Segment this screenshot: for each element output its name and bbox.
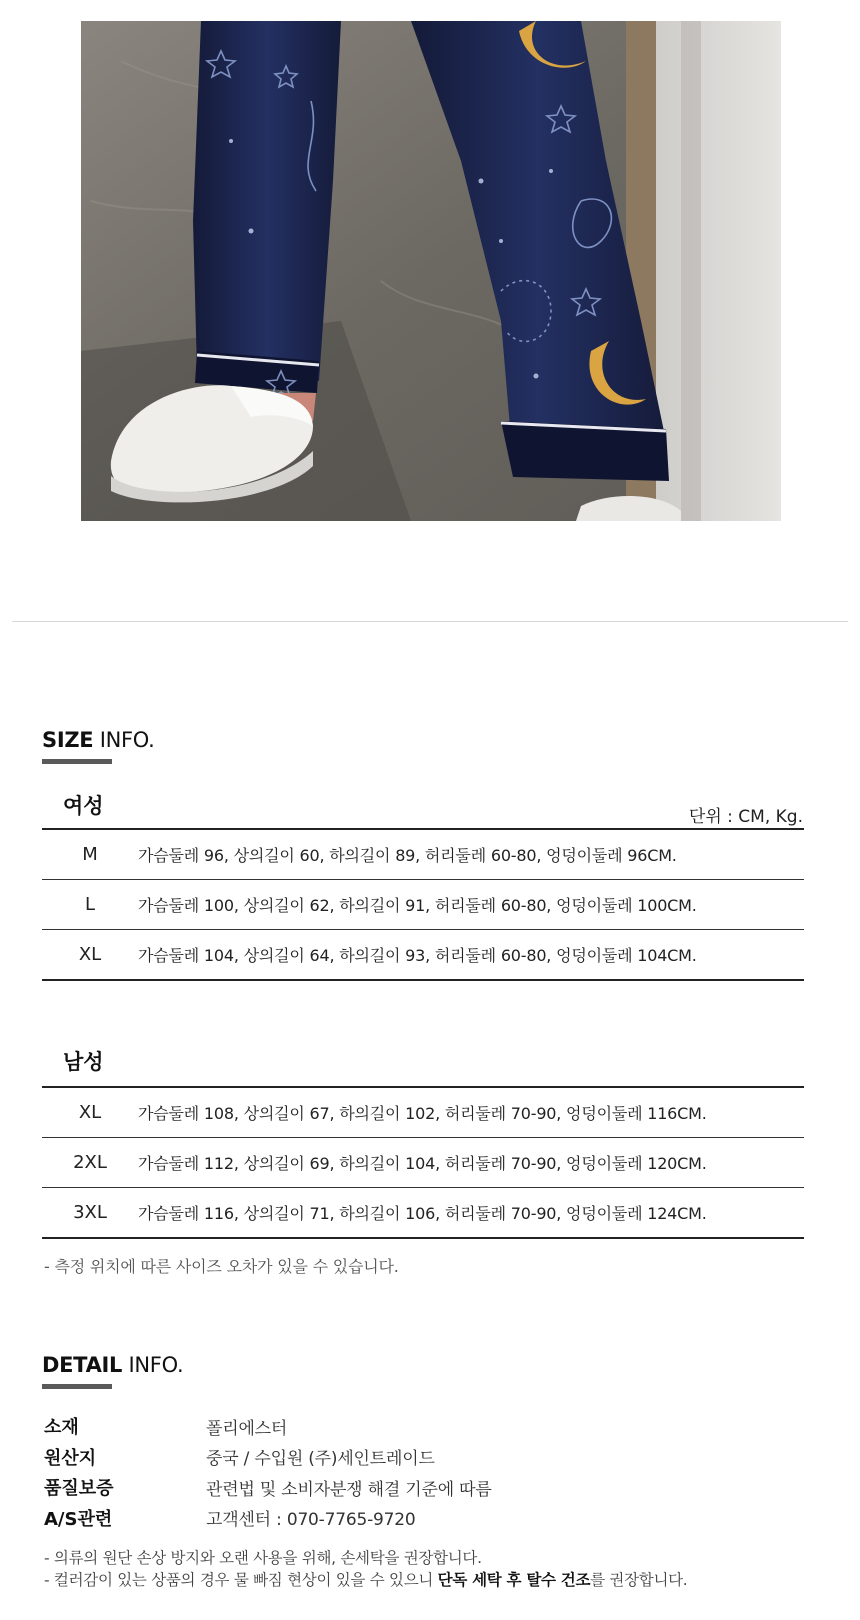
- measurement-cell: 가슴둘레 108, 상의길이 67, 하의길이 102, 허리둘레 70-90, 엉덩이둘레 116CM.: [138, 1104, 707, 1123]
- detail-row-origin: [44, 1442, 804, 1473]
- detail-key: 소재: [44, 1417, 79, 1439]
- section-divider: [12, 621, 848, 622]
- table-row: [42, 929, 804, 979]
- detail-key: 품질보증: [44, 1478, 114, 1500]
- men-group-title: 남성: [63, 1050, 104, 1074]
- detail-value: 고객센터 : 070-7765-9720: [206, 1510, 416, 1531]
- detail-info-title-bold: DETAIL: [42, 1353, 123, 1377]
- table-row: [42, 1137, 804, 1187]
- size-info-title-bold: SIZE: [42, 728, 94, 752]
- detail-key: 원산지: [44, 1447, 97, 1469]
- detail-row-warranty: [44, 1472, 804, 1503]
- care-note-1: - 의류의 원단 손상 방지와 오랜 사용을 위해, 손세탁을 권장합니다.: [44, 1549, 482, 1567]
- size-cell: XL: [78, 944, 102, 965]
- unit-label: 단위 : CM, Kg.: [688, 807, 803, 827]
- detail-key: A/S관련: [44, 1508, 113, 1530]
- detail-row-material: [44, 1411, 804, 1442]
- size-cell: 2XL: [73, 1152, 107, 1173]
- measurement-cell: 가슴둘레 100, 상의길이 62, 하의길이 91, 허리둘레 60-80, 엉덩이둘레 100CM.: [138, 896, 697, 915]
- size-cell: XL: [78, 1102, 102, 1123]
- table-row: [42, 1088, 804, 1137]
- size-info-title-light: INFO.: [93, 728, 155, 752]
- measurement-cell: 가슴둘레 116, 상의길이 71, 하의길이 106, 허리둘레 70-90, 엉덩이둘레 124CM.: [138, 1204, 707, 1223]
- detail-value: 관련법 및 소비자분쟁 해결 기준에 따름: [206, 1479, 492, 1500]
- size-info-title: [42, 728, 155, 752]
- care-note-2-pre: - 컬러감이 있는 상품의 경우 물 빠짐 현상이 있을 수 있으니: [44, 1571, 438, 1589]
- table-row: [42, 879, 804, 929]
- product-photo: [81, 21, 781, 521]
- table-row: [42, 1187, 804, 1237]
- detail-value: 중국 / 수입원 (주)세인트레이드: [206, 1449, 435, 1470]
- measurement-cell: 가슴둘레 96, 상의길이 60, 하의길이 89, 허리둘레 60-80, 엉덩이둘레 96CM.: [138, 846, 677, 865]
- table-row: [42, 830, 804, 879]
- women-group-title: 여성: [63, 794, 104, 818]
- care-note-2-post: 를 권장합니다.: [590, 1571, 688, 1589]
- size-info-underline: [42, 759, 112, 764]
- care-note-2-bold: 단독 세탁 후 탈수 건조: [437, 1571, 591, 1589]
- size-cell: 3XL: [73, 1202, 107, 1223]
- detail-info-title-light: INFO.: [122, 1353, 184, 1377]
- detail-info-underline: [42, 1384, 112, 1389]
- detail-info-title: [42, 1353, 183, 1377]
- men-size-table: [42, 1086, 804, 1239]
- measurement-cell: 가슴둘레 104, 상의길이 64, 하의길이 93, 허리둘레 60-80, 엉덩이둘레 104CM.: [138, 946, 697, 965]
- detail-info-list: [44, 1411, 804, 1533]
- size-cell: L: [84, 894, 96, 915]
- size-note: - 측정 위치에 따른 사이즈 오차가 있을 수 있습니다.: [44, 1257, 399, 1276]
- detail-row-as: [44, 1503, 804, 1534]
- size-cell: M: [82, 844, 98, 865]
- women-size-table: [42, 828, 804, 981]
- care-note-2: [44, 1568, 687, 1590]
- detail-value: 폴리에스터: [206, 1418, 288, 1439]
- measurement-cell: 가슴둘레 112, 상의길이 69, 하의길이 104, 허리둘레 70-90, 엉덩이둘레 120CM.: [138, 1154, 707, 1173]
